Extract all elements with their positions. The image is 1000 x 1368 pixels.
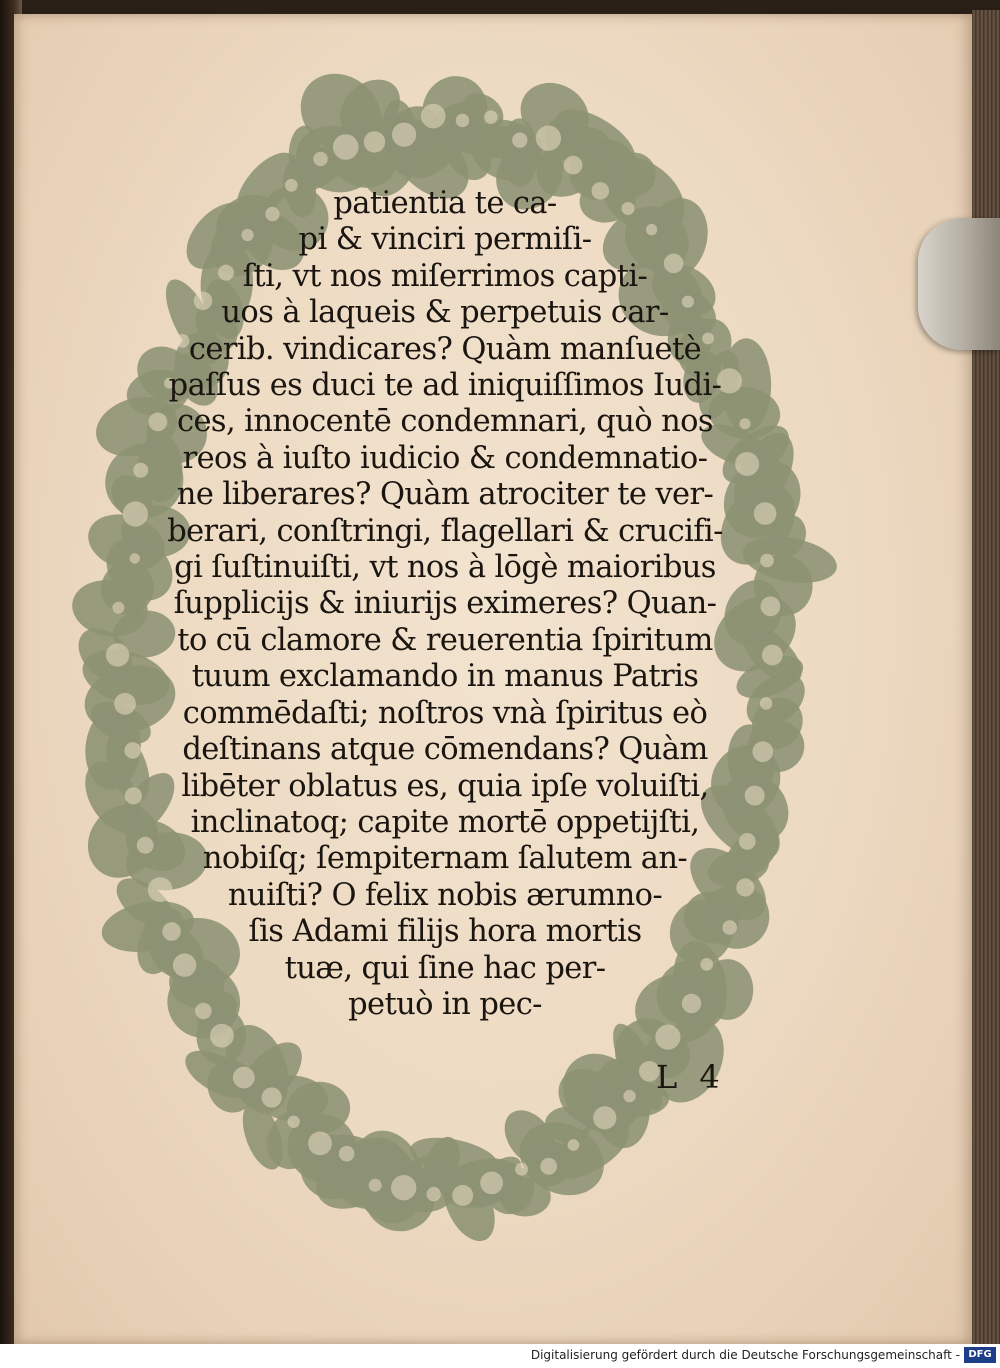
wreath-curl <box>739 833 756 850</box>
wreath-curl <box>421 104 446 129</box>
text-line: reos à iuſto iudicio & condemnatio- <box>182 440 708 476</box>
wreath-curl <box>308 1132 332 1156</box>
wreath-curl <box>125 787 142 804</box>
wreath-curl <box>427 1187 441 1201</box>
wreath-curl <box>623 1090 635 1102</box>
wreath-curl <box>512 133 527 148</box>
wreath-curl <box>364 131 385 152</box>
wreath-curl <box>392 123 416 147</box>
wreath-curl <box>112 602 124 614</box>
text-line: ne liberares? Quàm atrociter te ver- <box>176 477 714 513</box>
wreath-curl <box>452 1185 473 1206</box>
text-line: petuò in pec- <box>348 986 542 1022</box>
wreath-curl <box>456 114 470 128</box>
text-line: berari, conſtringi, flagellari & crucifi- <box>167 513 723 549</box>
text-line: uos à laqueis & perpetuis car- <box>221 295 669 331</box>
text-line: nobiſq; ſempiternam ſalutem an- <box>202 841 688 877</box>
text-line: gi ſuſtinuiſti, vt nos à lōgè maioribus <box>174 550 716 586</box>
wreath-curl <box>114 693 136 715</box>
text-line: ces, innocentē condemnari, quò nos <box>177 404 713 440</box>
wreath-curl <box>762 645 783 666</box>
wreath-curl <box>540 1158 557 1175</box>
text-line: patientia te ca- <box>333 186 557 221</box>
text-line: inclinatoq; capite mortē oppetijſti, <box>190 804 700 840</box>
wreath-curl <box>568 1139 580 1151</box>
digitization-credit: Digitalisierung gefördert durch die Deutsche Forschungsgemeinschaft - <box>530 1348 960 1362</box>
wreath-curl <box>752 741 773 762</box>
text-line: to cū clamore & reuerentia ſpiritum <box>177 622 713 658</box>
dfg-logo: DFG <box>964 1347 996 1363</box>
wreath-curl <box>133 463 148 478</box>
wreath-curl <box>288 1116 300 1128</box>
wreath-curl <box>130 553 140 563</box>
page-text <box>150 186 740 1023</box>
wreath-curl <box>760 554 774 568</box>
wreath-curl <box>124 742 141 759</box>
text-line: nuiſti? O felix nobis ærumno- <box>227 877 663 913</box>
wreath-curl <box>745 786 765 806</box>
signature-mark: L 4 <box>656 1058 726 1096</box>
text-line: cerib. vindicares? Quàm manſuetè <box>188 331 702 367</box>
wreath-curl <box>123 501 148 526</box>
wreath-curl <box>593 1106 616 1129</box>
wreath-curl <box>339 1146 355 1162</box>
wreath-curl <box>106 643 129 666</box>
text-line: deſtinans atque cōmendans? Quàm <box>182 732 708 768</box>
wreath-curl <box>655 1025 680 1050</box>
text-line: commēdaſti; noſtros vnà ſpiritus eò <box>182 695 708 731</box>
wreath-curl <box>484 110 498 124</box>
wreath-curl <box>564 156 583 175</box>
text-line: tuum exclamando in manus Patris <box>191 659 699 695</box>
wreath-curl <box>391 1175 416 1200</box>
wreath-curl <box>480 1172 503 1195</box>
text-line: libēter oblatus es, quia ipſe voluiſti, <box>181 768 709 804</box>
wreath-curl <box>761 596 781 616</box>
wreath-curl <box>313 152 327 166</box>
wreath-curl <box>760 697 773 710</box>
wreath-curl <box>210 1024 234 1048</box>
wreath-curl <box>262 1087 282 1107</box>
text-line: ſupplicijs & iniurijs eximeres? Quan- <box>173 586 717 622</box>
text-line: ſis Adami filijs hora mortis <box>248 914 642 950</box>
wreath-curl <box>369 1179 382 1192</box>
wreath-curl <box>233 1067 255 1089</box>
text-line: ſti, vt nos miſerrimos capti- <box>242 258 648 294</box>
wreath-curl <box>515 1163 528 1176</box>
wreath-curl <box>536 126 561 151</box>
text-line: pi & vinciri permiſi- <box>298 222 592 258</box>
text-line: paſſus es duci te ad iniquiſſimos Iudi- <box>168 368 722 404</box>
wreath-curl <box>754 502 777 525</box>
text-line: tuæ, qui ſine hac per- <box>284 950 606 986</box>
wreath-curl <box>740 418 751 429</box>
wreath-curl <box>333 134 359 160</box>
